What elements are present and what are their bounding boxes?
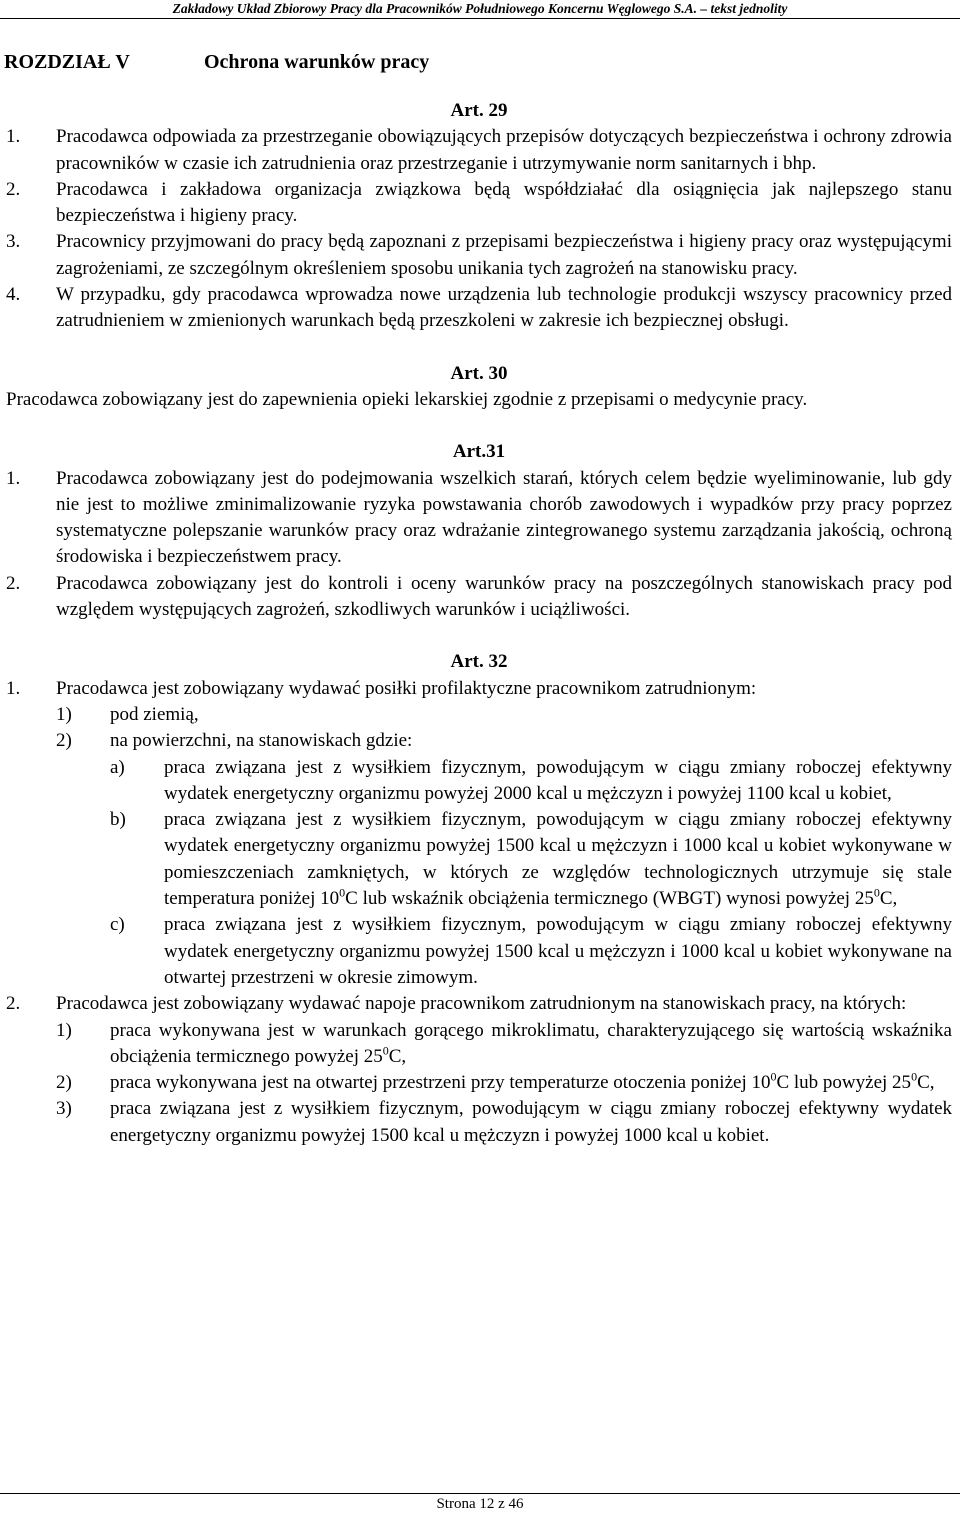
art31-paragraph-2 (6, 571, 952, 624)
item-number: 2) (56, 1072, 72, 1094)
paragraph-text: Pracodawca zobowiązany jest do kontroli i oceny warunków pracy na poszczególnych stanowiskach pracy pod względem występujących zagrożeń, szkodliwych warunków i uciążliwości. (56, 572, 952, 621)
paragraph-text: Pracodawca odpowiada za przestrzeganie obowiązujących przepisów dotyczących bezpieczeństwa i ochrony zdrowia pracowników w czasie ich zatrudnienia oraz przestrzeganie i utrzymywanie norm sanitarnych i bhp. (56, 126, 952, 174)
item-text: praca związana jest z wysiłkiem fizycznym, powodującym w ciągu zmiany roboczej efektywny wydatek energetyczny organizmu powyżej 1500 kcal u mężczyzn i powyżej 1000 kcal u kobiet. (110, 1098, 952, 1146)
art29-paragraph-3 (6, 229, 952, 282)
paragraph-text: Pracodawca i zakładowa organizacja związkowa będą współdziałać dla osiągnięcia jak najlepszego stanu bezpieczeństwa i higieny pracy. (56, 178, 952, 227)
document-body (6, 98, 952, 1149)
art30-text: Pracodawca zobowiązany jest do zapewnienia opieki lekarskiej zgodnie z przepisami o medycynie pracy. (6, 388, 808, 410)
item-text: pod ziemią, (110, 703, 199, 725)
paragraph-text: Pracodawca jest zobowiązany wydawać napoje pracownikom zatrudnionym na stanowiskach pracy, na których: (56, 993, 907, 1015)
art32-p2-item-1 (6, 1018, 952, 1071)
item-number: 2) (56, 730, 72, 752)
paragraph-text: Pracodawca jest zobowiązany wydawać posiłki profilaktyczne pracownikom zatrudnionym: (56, 677, 757, 699)
chapter-number: ROZDZIAŁ V (4, 51, 130, 73)
art32-paragraph-2 (6, 991, 952, 1017)
item-text: praca związana jest z wysiłkiem fizycznym, powodującym w ciągu zmiany roboczej efektywny wydatek energetyczny organizmu powyżej 1500 kcal u mężczyzn i 1000 kcal u kobiet wykonywane na otwartej przestrzeni w okresie zimowym. (164, 914, 952, 988)
item-letter: c) (110, 914, 125, 936)
art32-p2-item-3 (6, 1096, 952, 1149)
item-text: praca wykonywana jest w warunkach gorącego mikroklimatu, charakteryzującego się wartością wskaźnika obciążenia termicznego powyżej $25^0C$, (110, 1019, 952, 1067)
paragraph-number: 2. (6, 572, 21, 594)
article-31-title: Art.31 (452, 441, 506, 463)
article-29-title: Art. 29 (450, 100, 508, 121)
item-number: 1) (56, 1019, 72, 1041)
paragraph-number: 2. (6, 993, 21, 1015)
chapter-title: Ochrona warunków pracy (204, 51, 430, 73)
art32-p1-item-2 (6, 728, 952, 754)
article-32-title: Art. 32 (450, 651, 508, 673)
paragraph-number: 1. (6, 467, 21, 489)
paragraph-number: 2. (6, 178, 21, 200)
page-header: Zakładowy Układ Zbiorowy Pracy dla Pracowników Południowego Koncernu Węglowego S.A. – tekst jednolity (0, 0, 960, 19)
paragraph-number: 3. (6, 231, 21, 253)
art32-p1-item-2c (6, 912, 952, 991)
item-text: na powierzchni, na stanowiskach gdzie: (110, 730, 413, 752)
art29-paragraph-2 (6, 177, 952, 230)
article-30-title: Art. 30 (450, 362, 508, 384)
item-letter: b) (110, 809, 126, 831)
art29-paragraph-1 (6, 124, 952, 177)
item-text: praca związana jest z wysiłkiem fizycznym, powodującym w ciągu zmiany roboczej efektywny wydatek energetyczny organizmu powyżej 1500 kcal u mężczyzn i 1000 kcal u kobiet wykonywane w pomieszczeniach zamkniętych, w których ze względów technologicznych utrzymuje się stale temperatura poniżej $10^0C$ lub wskaźnik obciążenia termicznego (WBGT) wynosi powyżej $25^0C$, (164, 809, 952, 910)
art32-p2-item-2 (6, 1070, 952, 1096)
paragraph-number: 1. (6, 126, 21, 148)
item-number: 3) (56, 1098, 72, 1120)
page-footer: Strona 12 z 46 (0, 1493, 960, 1513)
item-text: praca związana jest z wysiłkiem fizycznym, powodującym w ciągu zmiany roboczej efektywny wydatek energetyczny organizmu powyżej 2000 kcal u mężczyzn i powyżej 1100 kcal u kobiet, (164, 756, 952, 804)
art32-p1-item-2b (6, 807, 952, 912)
art32-p1-item-2a (6, 755, 952, 808)
paragraph-text: W przypadku, gdy pracodawca wprowadza nowe urządzenia lub technologie produkcji wszyscy pracownicy przed zatrudnieniem w zmienionych warunkach będą przeszkoleni w zakresie ich bezpiecznej obsługi. (56, 284, 952, 332)
paragraph-number: 4. (6, 284, 21, 306)
paragraph-number: 1. (6, 677, 21, 699)
item-text: praca wykonywana jest na otwartej przestrzeni przy temperaturze otoczenia poniżej $10^0C$ lub powyżej $25^0C$, (110, 1069, 935, 1094)
item-letter: a) (110, 756, 125, 778)
art32-p1-item-1 (6, 702, 952, 728)
paragraph-text: Pracodawca zobowiązany jest do podejmowania wszelkich starań, których celem będzie wyeliminowanie, lub gdy nie jest to możliwe zminimalizowanie ryzyka powstawania chorób zawodowych i wypadków przy pracy poprzez systematyczne polepszanie warunków pracy oraz wdrażanie zintegrowanego systemu zarządzania jakością, ochroną środowiska i bezpieczeństwem pracy. (56, 467, 952, 568)
item-number: 1) (56, 703, 72, 725)
paragraph-text: Pracownicy przyjmowani do pracy będą zapoznani z przepisami bezpieczeństwa i higieny pracy oraz występującymi zagrożeniami, ze szczególnym określeniem sposobu unikania tych zagrożeń na stanowisku pracy. (56, 231, 952, 279)
art31-paragraph-1 (6, 466, 952, 571)
art29-paragraph-4 (6, 282, 952, 335)
art32-paragraph-1 (6, 676, 952, 702)
